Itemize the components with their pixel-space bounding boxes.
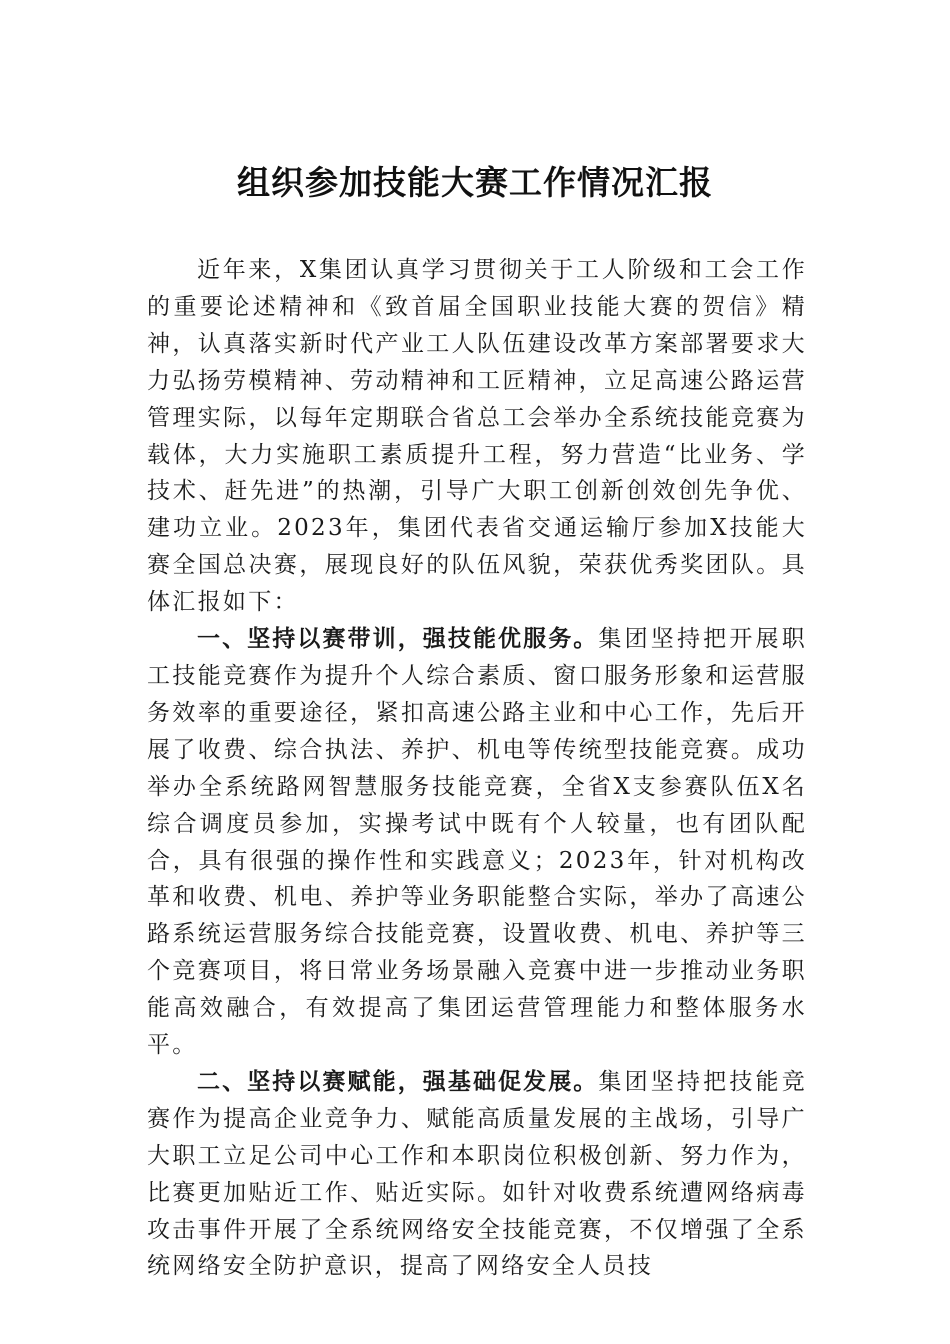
document-title: 组织参加技能大赛工作情况汇报 — [237, 163, 713, 202]
paragraph-section-1 — [147, 621, 807, 1064]
paragraph-text: 集团坚持把技能竞赛作为提高企业竞争力、赋能高质量发展的主战场，引导广大职工立足公司中心工作和本职岗位积极创新、努力作为，比赛更加贴近工作、贴近实际。如针对收费系统遭网络病毒攻击事件开展了全系统网络安全技能竞赛，不仅增强了全系统网络安全防护意识，提高了网络安全人员技 — [147, 1068, 807, 1280]
paragraph-section-2 — [147, 1064, 807, 1285]
section-heading: 一、坚持以赛带训，强技能优服务。 — [197, 626, 599, 653]
paragraph-text: 集团坚持把开展职工技能竞赛作为提升个人综合素质、窗口服务形象和运营服务效率的重要途径，紧扣高速公路主业和中心工作，先后开展了收费、综合执法、养护、机电等传统型技能竞赛。成功举办全系统路网智慧服务技能竞赛，全省X支参赛队伍X名综合调度员参加，实操考试中既有个人较量，也有团队配合，具有很强的操作性和实践意义；2023年，针对机构改革和收费、机电、养护等业务职能整合实际，举办了高速公路系统运营服务综合技能竞赛，设置收费、机电、养护等三个竞赛项目，将日常业务场景融入竞赛中进一步推动业务职能高效融合，有效提高了集团运营管理能力和整体服务水平。 — [147, 626, 807, 1059]
document-body — [147, 252, 807, 1285]
section-heading: 二、坚持以赛赋能，强基础促发展。 — [197, 1068, 599, 1095]
paragraph-intro — [147, 252, 807, 621]
paragraph-text: 近年来，X集团认真学习贯彻关于工人阶级和工会工作的重要论述精神和《致首届全国职业技能大赛的贺信》精神，认真落实新时代产业工人队伍建设改革方案部署要求大力弘扬劳模精神、劳动精神和工匠精神，立足高速公路运营管理实际，以每年定期联合省总工会举办全系统技能竞赛为载体，大力实施职工素质提升工程，努力营造“比业务、学技术、赶先进”的热潮，引导广大职工创新创效创先争优、建功立业。2023年，集团代表省交通运输厅参加X技能大赛全国总决赛，展现良好的队伍风貌，荣获优秀奖团队。具体汇报如下： — [147, 257, 807, 616]
